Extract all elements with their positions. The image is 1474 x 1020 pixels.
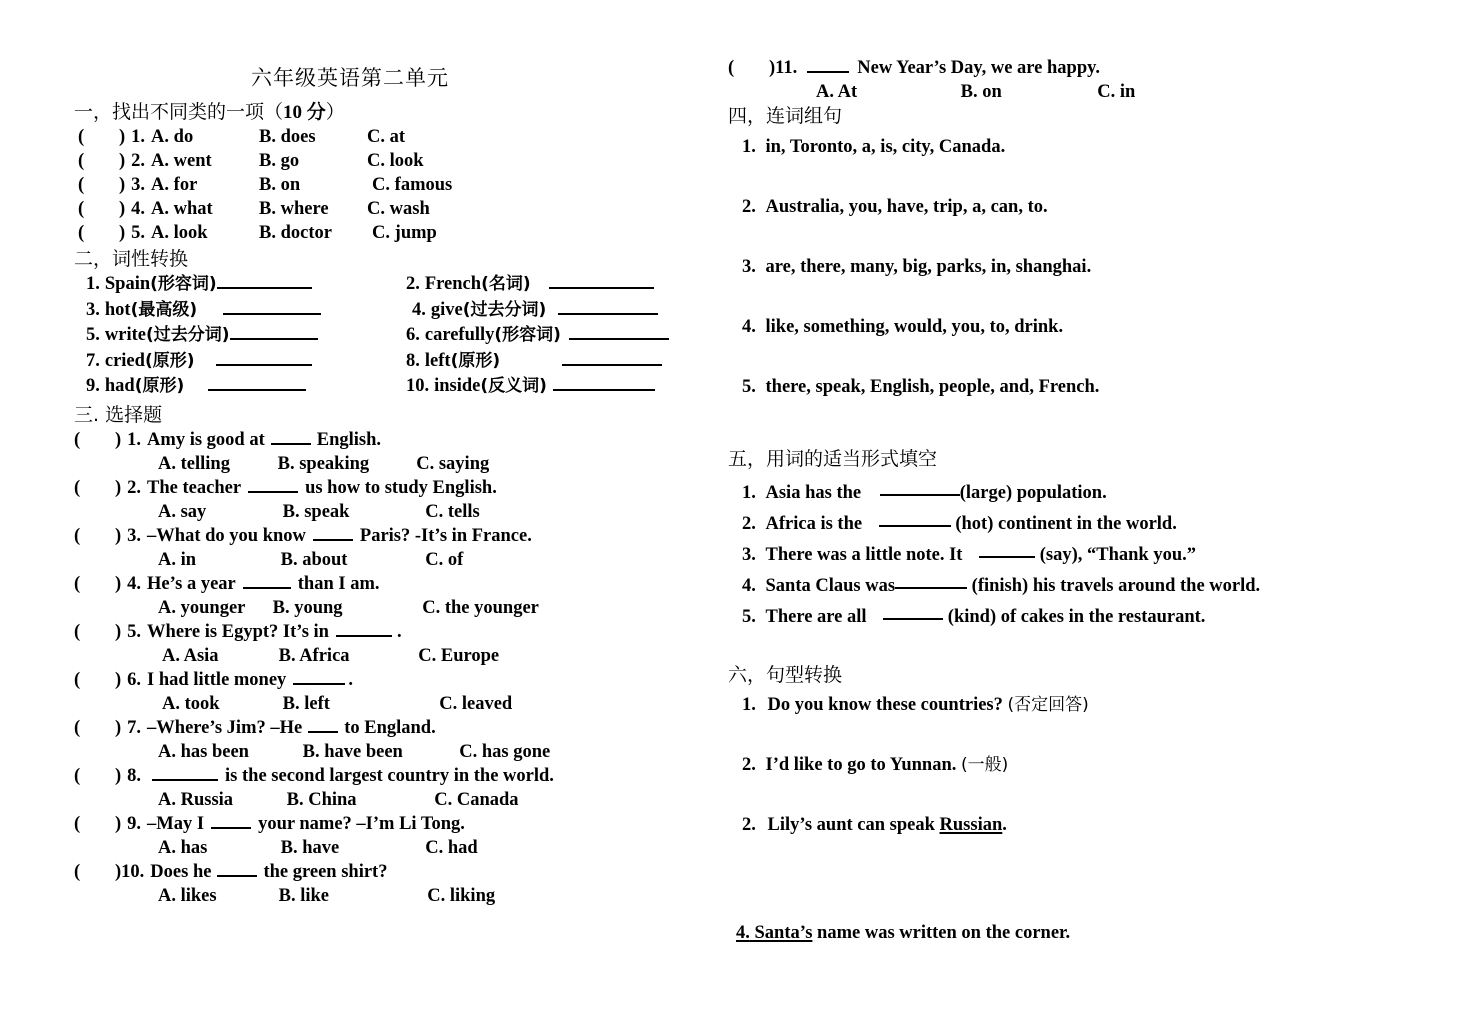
answer-blank[interactable] [883, 605, 943, 620]
sentence-text-pre: Lily’s aunt can speak [767, 815, 940, 835]
option-c[interactable]: C. jump [372, 223, 437, 243]
answer-bracket-close: ) [115, 525, 122, 546]
item-number: 4. [742, 317, 756, 337]
option-a[interactable]: A. younger [158, 597, 246, 618]
word-transform-item[interactable] [74, 323, 396, 349]
word-transform-item[interactable] [74, 298, 396, 324]
section-5-item [728, 602, 1418, 633]
option-b[interactable]: B. Africa [278, 645, 350, 666]
answer-bracket-open: ( [78, 199, 85, 219]
option-b[interactable]: B. have [280, 837, 340, 858]
answer-blank[interactable] [211, 814, 251, 829]
answer-blank[interactable] [979, 543, 1035, 558]
section-3-item[interactable] [74, 668, 704, 692]
answer-bracket-open: ( [78, 223, 85, 243]
answer-bracket-open: ( [728, 58, 735, 78]
item-number: 9. [127, 813, 142, 834]
part-of-speech-hint: (原形) [450, 350, 501, 371]
section-3-options [74, 452, 704, 476]
answer-blank[interactable] [248, 478, 298, 493]
answer-blank[interactable] [208, 376, 306, 391]
section-6-item [728, 921, 1418, 945]
section-3-item[interactable] [74, 764, 704, 788]
sentence-before-blank: There was a little note. It [765, 545, 963, 565]
option-c[interactable]: C. the younger [422, 597, 539, 618]
section-5-item [728, 509, 1418, 540]
sentence-text-post: name was written on the corner. [812, 923, 1071, 943]
answer-bracket-close: ) [115, 813, 122, 834]
answer-space[interactable] [728, 159, 1418, 195]
answer-bracket-open: ( [74, 621, 81, 642]
answer-bracket-open: ( [78, 175, 85, 195]
answer-blank[interactable] [569, 325, 669, 340]
source-word: Spain [104, 274, 151, 294]
option-c[interactable]: C. has gone [459, 741, 551, 762]
section-3-item[interactable] [74, 524, 704, 548]
option-c[interactable]: C. at [367, 127, 406, 147]
question-stem-after: your name? –I’m Li Tong. [258, 813, 465, 834]
answer-blank[interactable] [879, 512, 951, 527]
item-number: 4. [412, 299, 426, 320]
answer-bracket-close: ) [115, 621, 122, 642]
answer-bracket-open: ( [74, 861, 81, 882]
item-number: 3. [742, 257, 756, 277]
answer-bracket-close: ) [769, 58, 776, 78]
item-number: 1. [131, 127, 146, 147]
page-title: 六年级英语第二单元 [251, 66, 449, 90]
sentence-before-blank: There are all [765, 607, 867, 627]
item-number: 4. [131, 199, 146, 219]
answer-bracket-close: ) [115, 717, 122, 738]
underlined-phrase: Santa’s [749, 923, 813, 943]
option-b[interactable]: B. on [259, 175, 301, 195]
item-number: 6. [406, 325, 420, 345]
word-transform-item[interactable] [396, 349, 696, 375]
right-column [728, 56, 1418, 945]
item-number: 2. [742, 514, 756, 534]
sentence-before-blank: Santa Claus was [765, 576, 896, 596]
item-number: 5. [127, 621, 142, 642]
option-b[interactable]: B. doctor [259, 223, 333, 243]
item-number: 2. [131, 151, 146, 171]
answer-blank[interactable] [895, 574, 967, 589]
section-1-item[interactable] [74, 125, 704, 149]
option-b[interactable]: B. left [282, 693, 330, 714]
section-1-heading-tail: ） [325, 101, 345, 123]
answer-blank[interactable] [549, 274, 654, 289]
scrambled-words: Australia, you, have, trip, a, can, to. [765, 197, 1048, 217]
section-4-item [728, 375, 1418, 399]
section-5-item [728, 571, 1418, 602]
answer-blank[interactable] [217, 274, 312, 289]
section-3-options [74, 740, 704, 764]
question-stem-before: –Where’s Jim? –He [147, 717, 303, 738]
option-b[interactable]: B. have been [302, 741, 403, 762]
scrambled-words: are, there, many, big, parks, in, shanghai. [765, 257, 1092, 277]
option-c[interactable]: C. wash [367, 199, 430, 219]
answer-bracket-close: ) [115, 765, 122, 786]
item-number: 6. [127, 669, 142, 690]
answer-blank[interactable] [271, 430, 311, 445]
answer-bracket-open: ( [74, 813, 81, 834]
answer-bracket-open: ( [74, 429, 81, 450]
section-2-row [74, 272, 704, 298]
option-c[interactable]: C. liking [427, 885, 496, 906]
part-of-speech-hint: (名词) [481, 274, 531, 294]
section-2-row [74, 374, 704, 400]
option-b[interactable]: B. where [259, 199, 329, 219]
section-4-item [728, 195, 1418, 219]
item-number: 3. [127, 525, 142, 546]
answer-space[interactable] [728, 339, 1418, 375]
question-stem-before: I had little money [147, 669, 287, 690]
item-number: 7. [86, 350, 100, 371]
source-word: hot [104, 299, 131, 320]
part-of-speech-hint: (过去分词) [145, 325, 230, 345]
question-stem-before: He’s a year [147, 573, 236, 594]
section-5-item [728, 478, 1418, 509]
section-3-item[interactable] [74, 476, 704, 500]
item-number: 2. [742, 197, 756, 217]
item-number: 2. [742, 755, 756, 775]
part-of-speech-hint: (最高级) [130, 299, 198, 320]
item-number: 1. [127, 429, 142, 450]
item-number: 5. [742, 607, 756, 627]
option-a[interactable]: A. has [158, 837, 208, 858]
section-2-heading: 二，词性转换 [74, 248, 189, 270]
question-stem-after: English. [316, 429, 382, 450]
question-stem-after: than I am. [297, 573, 380, 594]
section-3-options [74, 836, 704, 860]
item-number: 2. [406, 274, 420, 294]
word-transform-item[interactable] [396, 374, 696, 400]
option-b[interactable]: B. on [960, 82, 1002, 102]
option-c[interactable]: C. Canada [434, 789, 519, 810]
section-1-item[interactable] [74, 197, 704, 221]
source-word: had [104, 376, 135, 396]
answer-space[interactable] [728, 399, 1418, 447]
answer-space[interactable] [728, 279, 1418, 315]
option-a[interactable]: A. telling [158, 453, 230, 474]
option-a[interactable]: A. for [151, 175, 198, 195]
part-of-speech-hint: (反义词) [480, 376, 547, 396]
left-column [74, 100, 704, 908]
item-number: 3. [742, 545, 756, 565]
section-6-item [728, 753, 1418, 777]
section-3-item[interactable] [74, 428, 704, 452]
answer-bracket-close: ) [119, 199, 126, 219]
item-number: 7. [127, 717, 142, 738]
source-word: cried [104, 350, 145, 371]
option-c[interactable]: C. leaved [439, 693, 513, 714]
item-number: 1. [742, 483, 756, 503]
answer-blank[interactable] [308, 718, 338, 733]
item-number: 5. [131, 223, 146, 243]
section-1-points: 10 分 [283, 102, 326, 123]
answer-blank[interactable] [558, 300, 658, 315]
sentence-after-blank: (hot) continent in the world. [950, 514, 1177, 534]
answer-space[interactable] [728, 777, 1418, 813]
answer-bracket-close: ) [119, 175, 126, 195]
section-3-options [74, 692, 704, 716]
question-stem-after: is the second largest country in the world. [225, 765, 554, 786]
sentence-text: I’d like to go to Yunnan. [765, 755, 962, 775]
option-a[interactable]: A. what [151, 199, 213, 219]
section-2-row [74, 349, 704, 375]
option-c[interactable]: C. famous [372, 175, 453, 195]
question-stem-before: –May I [147, 813, 205, 834]
answer-bracket-close: ) [115, 477, 122, 498]
item-number: 1. [742, 695, 756, 715]
section-5-heading: 五，用词的适当形式填空 [728, 448, 938, 470]
question-stem-before: Where is Egypt? It’s in [147, 621, 329, 642]
answer-bracket-close: ) [115, 669, 122, 690]
section-1-item[interactable] [74, 221, 704, 245]
part-of-speech-hint: (形容词) [150, 274, 217, 294]
option-a[interactable]: A. has been [158, 741, 249, 762]
option-b[interactable]: B. China [286, 789, 357, 810]
option-b[interactable]: B. does [259, 127, 316, 147]
answer-bracket-open: ( [74, 669, 81, 690]
item-number: 9. [86, 376, 100, 396]
option-b[interactable]: B. speaking [277, 453, 370, 474]
transform-instruction: (否定回答) [1007, 695, 1089, 715]
word-transform-item[interactable] [396, 323, 696, 349]
option-a[interactable]: A. went [151, 151, 212, 171]
question-stem-after: . [396, 621, 402, 642]
item-number: 10. [406, 376, 430, 396]
section-3-item[interactable] [74, 572, 704, 596]
section-4-item [728, 135, 1418, 159]
section-1-heading [74, 100, 704, 125]
section-3-item[interactable] [74, 812, 704, 836]
answer-bracket-close: ) [115, 861, 122, 882]
option-a[interactable]: A. took [162, 693, 220, 714]
item-number: 10. [121, 861, 145, 882]
section-3-options [74, 500, 704, 524]
answer-blank[interactable] [230, 325, 318, 340]
option-b[interactable]: B. like [278, 885, 329, 906]
section-6-heading: 六，句型转换 [728, 664, 843, 686]
section-4-item [728, 255, 1418, 279]
option-a[interactable]: A. Russia [158, 789, 234, 810]
item-number: 2. [742, 815, 756, 835]
option-a[interactable]: A. Asia [162, 645, 219, 666]
section-3-item[interactable] [74, 620, 704, 644]
section-6-item [728, 813, 1418, 837]
item-number: 5. [742, 377, 756, 397]
scrambled-words: like, something, would, you, to, drink. [765, 317, 1064, 337]
source-word: give [430, 299, 463, 320]
sentence-after-blank: (finish) his travels around the world. [967, 576, 1261, 596]
answer-bracket-close: ) [115, 573, 122, 594]
source-word: left [424, 350, 451, 371]
answer-blank[interactable] [313, 526, 353, 541]
answer-blank[interactable] [880, 481, 960, 496]
source-word: carefully [424, 325, 495, 345]
question-stem-before: Amy is good at [147, 429, 265, 450]
item-number: 4. [127, 573, 142, 594]
question-stem-after: the green shirt? [263, 861, 388, 882]
question-stem-after: . [348, 669, 353, 690]
option-a[interactable]: A. At [816, 82, 858, 102]
section-3-options [74, 644, 704, 668]
answer-blank[interactable] [562, 351, 662, 366]
sentence-after-blank: (kind) of cakes in the restaurant. [943, 607, 1206, 627]
option-c[interactable]: C. of [425, 549, 464, 570]
option-b[interactable]: B. speak [282, 501, 350, 522]
option-a[interactable]: A. look [151, 223, 208, 243]
section-3-item[interactable] [728, 56, 1418, 80]
answer-blank[interactable] [217, 862, 257, 877]
item-number: 8. [127, 765, 142, 786]
answer-space[interactable] [728, 837, 1418, 921]
answer-blank[interactable] [243, 574, 291, 589]
answer-bracket-close: ) [119, 223, 126, 243]
item-number: 1. [742, 137, 756, 157]
answer-bracket-open: ( [74, 477, 81, 498]
section-1-heading-text: 一，找出不同类的一项（ [74, 101, 284, 123]
answer-bracket-close: ) [119, 151, 126, 171]
sentence-after-blank: (say), “Thank you.” [1035, 545, 1196, 565]
question-stem-after: to England. [344, 717, 436, 738]
section-1-item[interactable] [74, 149, 704, 173]
word-transform-item[interactable] [396, 298, 696, 324]
option-c[interactable]: C. tells [425, 501, 480, 522]
option-a[interactable]: A. say [158, 501, 207, 522]
word-transform-item[interactable] [74, 272, 396, 298]
answer-bracket-open: ( [78, 151, 85, 171]
source-word: French [424, 274, 482, 294]
source-word: inside [434, 376, 481, 396]
section-2-row [74, 298, 704, 324]
item-number: 1. [86, 274, 100, 294]
word-transform-item[interactable] [396, 272, 696, 298]
option-a[interactable]: A. likes [158, 885, 217, 906]
item-number: 3. [86, 299, 100, 320]
section-3-heading: 三. 选择题 [74, 403, 163, 426]
sentence-text: Do you know these countries? [767, 695, 1008, 715]
source-word: write [104, 325, 146, 345]
option-c[interactable]: C. look [367, 151, 424, 171]
item-number: 4. [736, 923, 750, 943]
sentence-after-blank: (large) population. [959, 483, 1107, 503]
section-3-options [74, 788, 704, 812]
answer-blank[interactable] [293, 670, 345, 685]
part-of-speech-hint: (过去分词) [462, 299, 547, 320]
section-3-options [74, 596, 704, 620]
option-c[interactable]: C. had [425, 837, 478, 858]
transform-instruction: (一般) [961, 755, 1009, 775]
answer-space[interactable] [728, 633, 1418, 663]
answer-space[interactable] [728, 717, 1418, 753]
item-number: 5. [86, 325, 100, 345]
part-of-speech-hint: (形容词) [494, 325, 561, 345]
word-transform-item[interactable] [74, 349, 396, 375]
answer-blank[interactable] [216, 351, 312, 366]
section-6-item [728, 693, 1418, 717]
question-stem-after: us how to study English. [305, 477, 497, 498]
item-number: 8. [406, 350, 420, 371]
scrambled-words: in, Toronto, a, is, city, Canada. [765, 137, 1006, 157]
section-3-options [74, 548, 704, 572]
underlined-phrase: Russian [939, 815, 1003, 835]
item-number: 4. [742, 576, 756, 596]
question-stem-before: –What do you know [147, 525, 306, 546]
answer-blank[interactable] [336, 622, 392, 637]
option-a[interactable]: A. do [151, 127, 194, 147]
sentence-before-blank: Asia has the [765, 483, 862, 503]
answer-bracket-open: ( [74, 573, 81, 594]
question-stem-after: New Year’s Day, we are happy. [857, 58, 1100, 78]
section-5-item [728, 540, 1418, 571]
part-of-speech-hint: (原形) [134, 376, 185, 396]
question-stem-before: Does he [150, 861, 212, 882]
item-number: 11. [775, 58, 798, 78]
item-number: 2. [127, 477, 142, 498]
answer-blank[interactable] [553, 376, 655, 391]
option-b[interactable]: B. about [280, 549, 348, 570]
scrambled-words: there, speak, English, people, and, French. [765, 377, 1100, 397]
question-stem-before: The teacher [147, 477, 242, 498]
option-b[interactable]: B. young [272, 597, 343, 618]
answer-bracket-open: ( [78, 127, 85, 147]
option-c[interactable]: C. saying [416, 453, 490, 474]
answer-bracket-close: ) [115, 429, 122, 450]
answer-bracket-open: ( [74, 765, 81, 786]
section-4-heading: 四，连词组句 [728, 105, 843, 127]
question-stem-after: Paris? -It’s in France. [359, 525, 532, 546]
part-of-speech-hint: (原形) [144, 350, 195, 371]
section-3-item[interactable] [74, 860, 704, 884]
section-3-item[interactable] [74, 716, 704, 740]
section-3-options [74, 884, 704, 908]
answer-space[interactable] [728, 219, 1418, 255]
option-a[interactable]: A. in [158, 549, 197, 570]
sentence-text-post: . [1002, 815, 1007, 835]
answer-bracket-open: ( [74, 717, 81, 738]
option-b[interactable]: B. go [259, 151, 300, 171]
answer-blank[interactable] [807, 58, 849, 73]
word-transform-item[interactable] [74, 374, 396, 400]
answer-bracket-close: ) [119, 127, 126, 147]
sentence-before-blank: Africa is the [765, 514, 863, 534]
option-c[interactable]: C. in [1097, 82, 1136, 102]
section-2-row [74, 323, 704, 349]
answer-blank[interactable] [223, 300, 321, 315]
section-4-item [728, 315, 1418, 339]
answer-blank[interactable] [152, 766, 218, 781]
section-1-item[interactable] [74, 173, 704, 197]
item-number: 3. [131, 175, 146, 195]
answer-bracket-open: ( [74, 525, 81, 546]
option-c[interactable]: C. Europe [418, 645, 500, 666]
section-3-options [728, 80, 1418, 104]
